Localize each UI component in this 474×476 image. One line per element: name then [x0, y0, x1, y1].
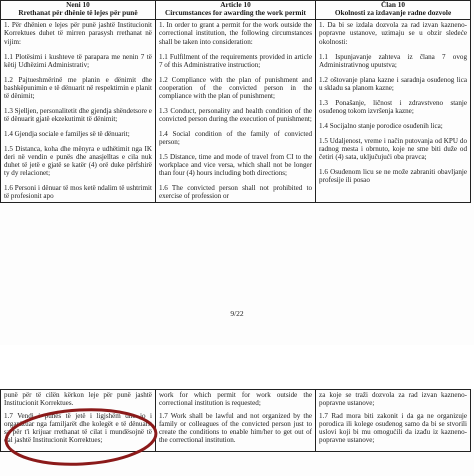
- page-number: 9/22: [230, 309, 244, 318]
- handdrawn-circle-annotation: [2, 405, 160, 467]
- header-title: Article 10: [220, 0, 251, 9]
- clause: za koje se traži dozvola za rad izvan kazneno-popravne ustanove;: [319, 391, 467, 408]
- clause: 1.3 Conduct, personality and health condition of the convicted person during the execution of punishment;: [158, 106, 313, 123]
- clause: 1.5 Distance, time and mode of travel from CI to the workplace and vice versa, which shall not be longer than four (4) hours including both directions;: [158, 152, 313, 178]
- page-gap: [0, 345, 474, 389]
- clause: 1.6 The convicted person shall not prohibited to exercise of profession or: [158, 184, 313, 201]
- table-body-row: [1, 20, 471, 203]
- clause: work for which permit for work outside the correctional institution is requested;: [158, 391, 313, 408]
- header-serbian: [316, 1, 471, 20]
- clause: 1.1 Fulfilment of the requirements provided in article 7 of this Administrative instruction;: [158, 52, 313, 69]
- clause: 1. Da bi se izdala dozvola za rad izvan kazneno-popravne ustanove, uzimaju se u obzir sledeće okolnosti:: [319, 21, 467, 46]
- clause: 1.3 Sjelljen, personalitetit dhe gjendja shëndetsore e të dënuarit gjatë ekzekutimit të dënimit;: [4, 106, 152, 123]
- clause: 1.2 Pajtueshmërinë me planin e dënimit dhe bashkëpunimin e të dënuarit në respektimin e planit të dënimit;: [4, 75, 152, 100]
- header-subtitle: Circumstances for awarding the work permit: [164, 8, 306, 18]
- clause: 1.3 Ponašanje, ličnost i zdravstveno stanje osuđenog tokom izvršenja kazne;: [319, 98, 467, 115]
- clause: 1.7 Work shall be lawful and not organized by the family or colleagues of the convicted person just to create the conditions to enable him/her to get out of the correctional institution.: [158, 412, 313, 445]
- clause: 1.5 Udaljenost, vreme i način putovanja od KPU do radnog mesta i obrnuto, koje ne sme biti duže od četiri (4) sata, uključujući oba pravca;: [319, 136, 467, 161]
- clause: 1.4 Gjendja sociale e familjes së të dënuarit;: [4, 129, 130, 138]
- clause: 1.4 Socijalno stanje porodice osuđenih lica;: [319, 121, 443, 130]
- clause: 1.4 Social condition of the family of convicted person;: [158, 129, 313, 146]
- header-subtitle: Okolnosti za izdavanje radne dozvole: [334, 8, 452, 18]
- albanian-column: [1, 20, 156, 203]
- header-subtitle: Rrethanat për dhënie të lejes për punë: [18, 8, 138, 18]
- clause: punë për të cilën kërkon leje për punë jashtë Institucionit Korrektues.: [4, 391, 152, 408]
- clause: 1.2 oštovanje plana kazne i saradnja osuđenog lica u skladu sa planom kazne;: [319, 75, 467, 92]
- english-column: [155, 20, 315, 203]
- header-english: [155, 1, 315, 20]
- clause: 1.1 Ispunjavanje zahteva iz člana 7 ovog Administrativnog uputstva;: [319, 52, 467, 69]
- clause: 1. In order to grant a permit for the work outside the correctional institution, the following circumstances shall be taken into consideration:: [158, 21, 313, 46]
- table-header-row: [1, 1, 471, 20]
- clause: 1.2 Compliance with the plan of punishment and cooperation of the convicted person in the compliance with the plan of punishment;: [158, 75, 313, 100]
- clause: 1.6 Osuđenom licu se ne može zabraniti obavljanje profesije ili posao: [319, 168, 467, 185]
- header-albanian: [1, 1, 156, 20]
- clause: 1.7 Vendi i punës të jetë i ligjshëm dhe jo i organizuar nga familjarët dhe kolegët e të dënuarit sa për t'i krijuar rrethanat të cilat i mundësojnë të dal jashtë Institucionit Korrektues;: [4, 412, 152, 445]
- clause: 1. Për dhënien e lejes për punë jashtë Institucionit Korrektues duhet të mirren parasysh rrethanat në vijim:: [4, 21, 152, 46]
- trilingual-table: [0, 0, 471, 203]
- clause: 1.7 Rad mora biti zakonit i da ga ne organizuje porodica ili kolege osuđenog samo da bi se stvorili uslovi koji bi mu omogućili da izađu iz kazneno-popravne ustanove;: [319, 412, 467, 445]
- english-column: [155, 390, 315, 452]
- serbian-column: [316, 390, 471, 452]
- clause: 1.1 Plotësimi i kushteve të parapara me nenin 7 të këtij Udhëzimi Administrativ;: [4, 52, 152, 69]
- clause: 1.6 Personi i dënuar të mos ketë ndalim të ushtrimit të profesionit apo: [4, 184, 152, 201]
- header-title: Neni 10: [66, 0, 90, 9]
- header-title: Član 10: [380, 0, 406, 9]
- serbian-column: [316, 20, 471, 203]
- clause: 1.5 Distanca, koha dhe mënyra e udhëtimit nga IK deri në vendin e punës dhe anasjelltas e cila nuk duhet të jetë e gjatë se katër (4) orë duke përfshirë ty dy relacionet;: [4, 144, 152, 178]
